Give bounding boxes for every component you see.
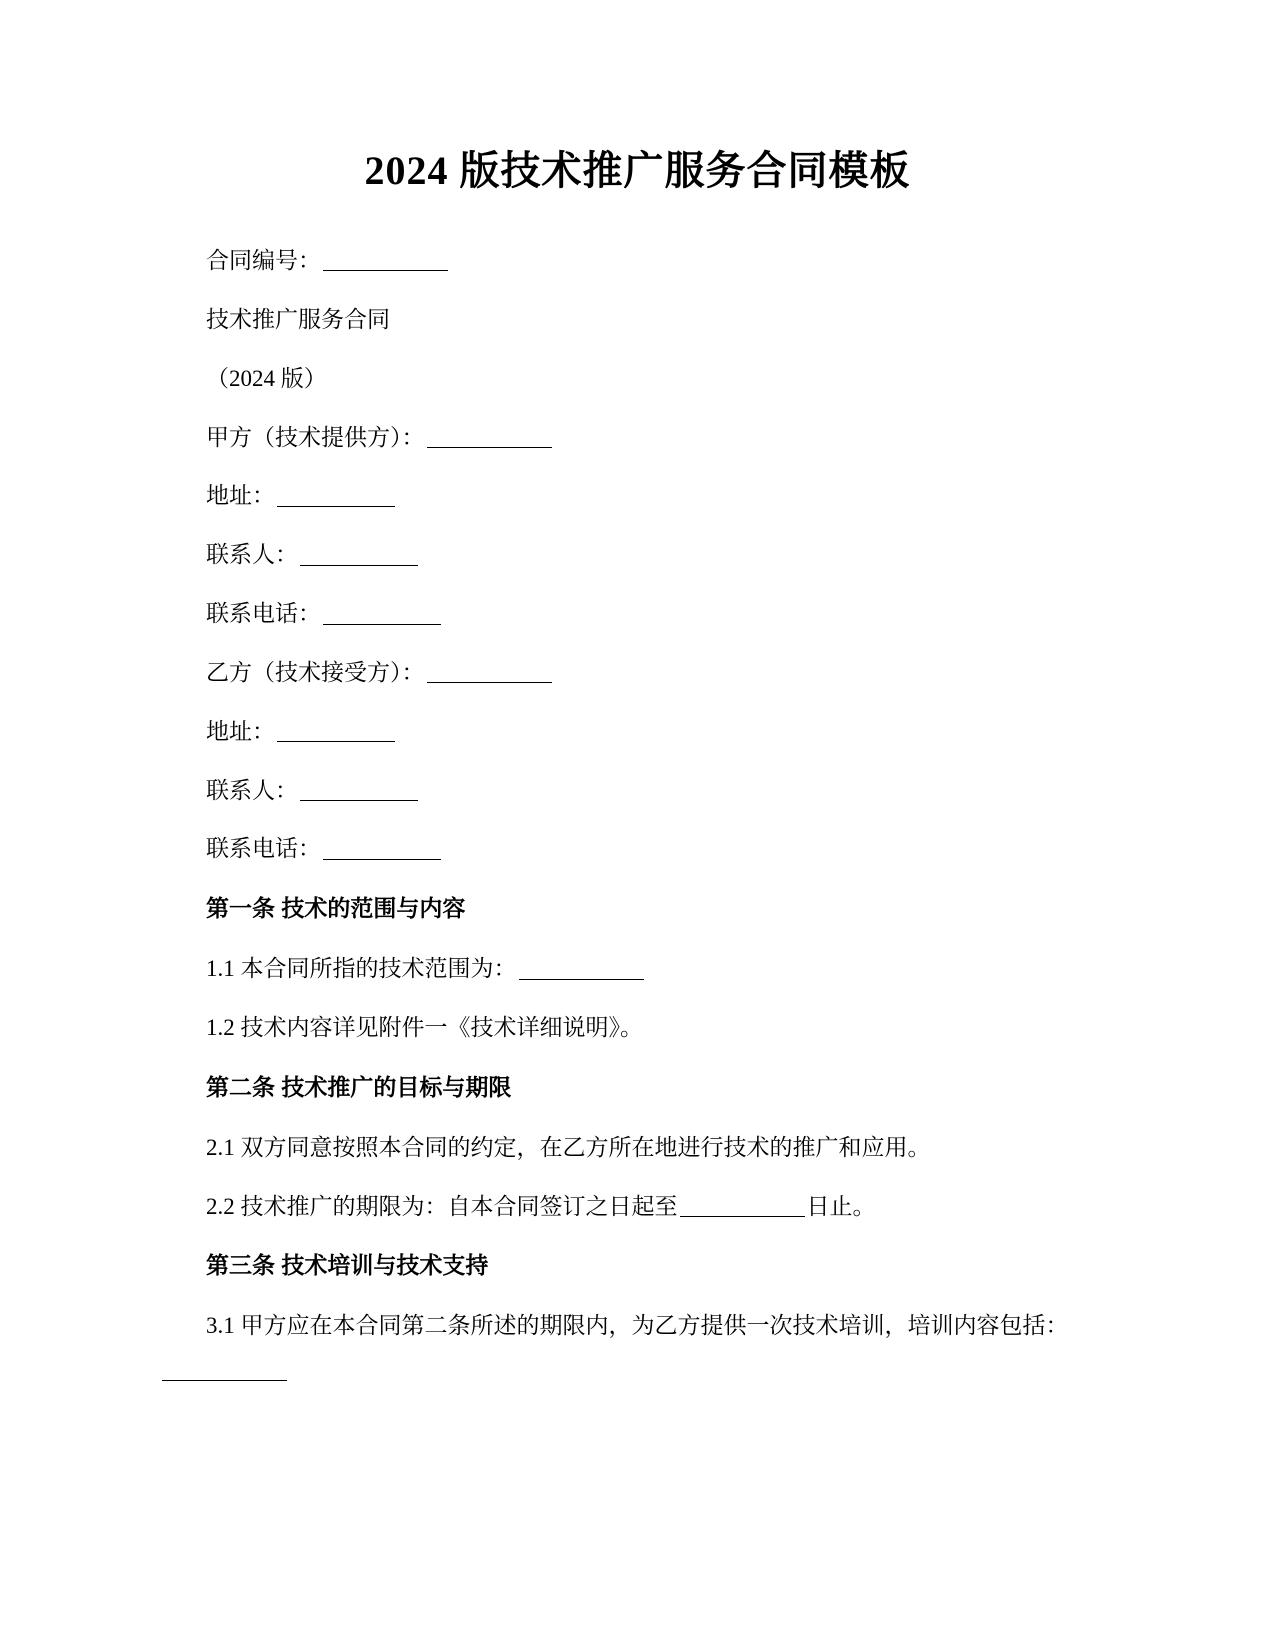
fill-blank[interactable] bbox=[162, 1357, 287, 1381]
header-fields-block bbox=[160, 239, 1115, 872]
header-field-8 bbox=[160, 710, 1115, 755]
clause-2-1 bbox=[160, 1126, 1115, 1171]
clause-1-2 bbox=[160, 1006, 1115, 1051]
fill-blank[interactable] bbox=[427, 659, 552, 683]
section-heading: 第二条 技术推广的目标与期限 bbox=[206, 1073, 512, 1100]
fill-blank[interactable] bbox=[323, 247, 448, 271]
header-field-label: 甲方（技术提供方）： bbox=[206, 424, 425, 450]
clause-1-1 bbox=[160, 947, 1115, 992]
fill-blank[interactable] bbox=[323, 601, 441, 625]
fill-blank[interactable] bbox=[300, 542, 418, 566]
section-3 bbox=[160, 1243, 1115, 1394]
header-field-label: 技术推广服务合同 bbox=[206, 306, 390, 332]
clause-text: 1.2 技术内容详见附件一《技术详细说明》。 bbox=[206, 1014, 643, 1040]
fill-blank[interactable] bbox=[427, 424, 552, 448]
header-field-2 bbox=[160, 357, 1115, 402]
header-field-0 bbox=[160, 239, 1115, 284]
clause-2-2 bbox=[160, 1185, 1115, 1230]
section-heading: 第三条 技术培训与技术支持 bbox=[206, 1252, 489, 1279]
header-field-label: 乙方（技术接受方）： bbox=[206, 659, 425, 685]
fill-blank[interactable] bbox=[277, 718, 395, 742]
section-2 bbox=[160, 1065, 1115, 1230]
clause-text: 2.1 双方同意按照本合同的约定，在乙方所在地进行技术的推广和应用。 bbox=[206, 1134, 931, 1160]
clause-text-tail: 日止。 bbox=[806, 1193, 876, 1219]
header-field-5 bbox=[160, 533, 1115, 578]
clause-text: 1.1 本合同所指的技术范围为： bbox=[206, 956, 517, 982]
header-field-label: 合同编号： bbox=[206, 248, 321, 273]
header-field-label: 联系电话： bbox=[206, 836, 321, 862]
header-field-1 bbox=[160, 298, 1115, 343]
header-field-7 bbox=[160, 651, 1115, 696]
fill-blank[interactable] bbox=[277, 483, 395, 507]
section-heading: 第一条 技术的范围与内容 bbox=[206, 895, 466, 922]
fill-blank[interactable] bbox=[680, 1193, 805, 1217]
header-field-label: 地址： bbox=[206, 483, 275, 509]
fill-blank[interactable] bbox=[300, 777, 418, 801]
header-field-label: 地址： bbox=[206, 718, 275, 744]
header-field-10 bbox=[160, 827, 1115, 872]
header-field-6 bbox=[160, 592, 1115, 637]
header-field-label: 联系人： bbox=[206, 777, 298, 803]
header-field-label: 联系人： bbox=[206, 542, 298, 568]
clause-text: 2.2 技术推广的期限为：自本合同签订之日起至 bbox=[206, 1193, 678, 1219]
section-1 bbox=[160, 886, 1115, 1051]
clause-text: 3.1 甲方应在本合同第二条所述的期限内，为乙方提供一次技术培训，培训内容包括： bbox=[206, 1313, 1069, 1339]
header-field-9 bbox=[160, 769, 1115, 814]
fill-blank[interactable] bbox=[323, 836, 441, 860]
header-field-3 bbox=[160, 416, 1115, 461]
clause-3-1 bbox=[160, 1304, 1115, 1394]
page-title: 2024 版技术推广服务合同模板 bbox=[364, 148, 911, 193]
header-field-label: 联系电话： bbox=[206, 601, 321, 627]
header-field-4 bbox=[160, 474, 1115, 519]
header-field-label: （2024 版） bbox=[206, 365, 327, 391]
fill-blank[interactable] bbox=[519, 956, 644, 980]
